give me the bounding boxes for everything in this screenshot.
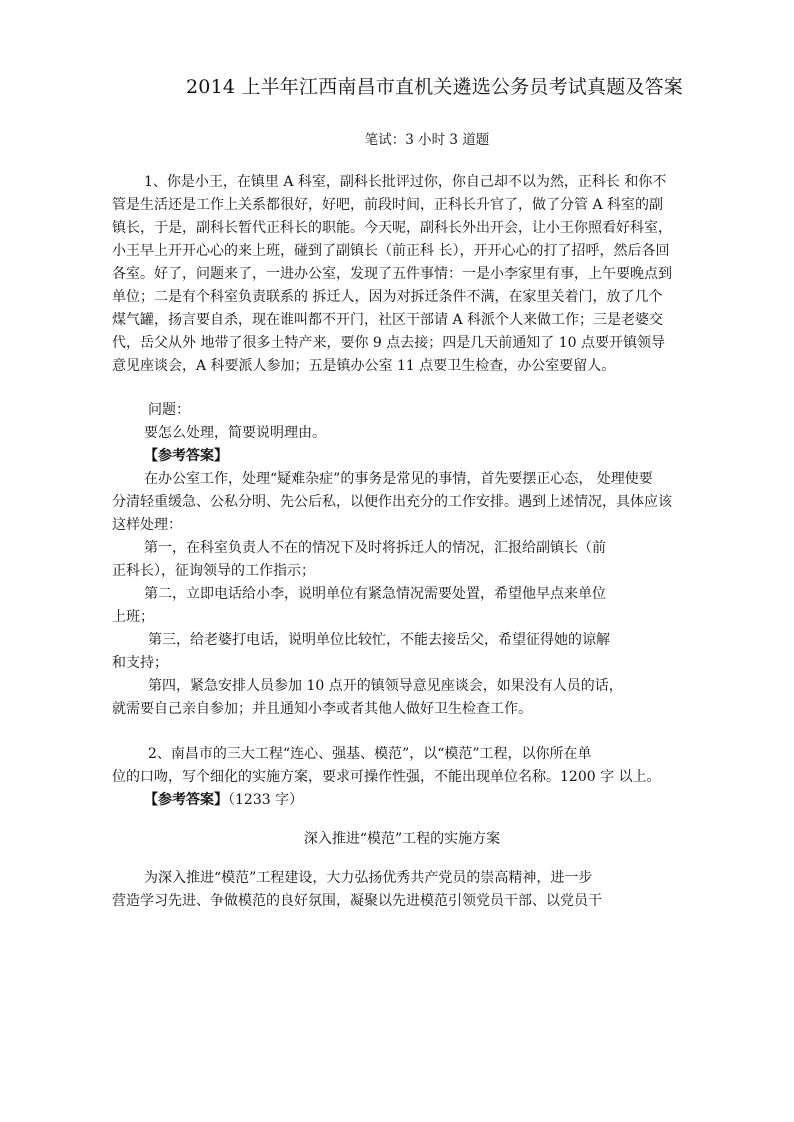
- q2-answer-row: [144, 790, 303, 810]
- answer-line: 分清轻重缓急、公私分明、先公后私，以便作出充分的工作安排。遇到上述情况，具体应该: [112, 494, 672, 510]
- document-title: 2014 上半年江西南昌市直机关遴选公务员考试真题及答案: [186, 76, 683, 98]
- answer-line: 第二，立即电话给小李，说明单位有紧急情况需要处置，希望他早点来单位: [144, 586, 606, 602]
- answer-label: 【参考答案】: [144, 792, 228, 808]
- exam-info: 笔试：3 小时 3 道题: [364, 132, 490, 148]
- answer-label: 【参考答案】: [144, 448, 228, 464]
- q2-line: 2、南昌市的三大工程“连心、强基、模范”，以“模范”工程，以你所在单: [148, 746, 592, 762]
- q1-line: 煤气罐，扬言要自杀，现在谁叫都不开门，社区干部请 A 科派个人来做工作；三是老婆交: [112, 312, 664, 328]
- essay-title: 深入推进“模范”工程的实施方案: [303, 831, 501, 847]
- answer-line: 第四，紧急安排人员参加 10 点开的镇领导意见座谈会，如果没有人员的话，: [148, 678, 623, 694]
- answer-line: 这样处理：: [112, 517, 182, 533]
- q1-line: 小王早上开开心心的来上班，碰到了副镇长（前正科 长），开开心心的打了招呼，然后各回: [112, 243, 670, 259]
- q1-line: 管是生活还是工作上关系都很好，好吧，前段时间，正科长升官了，做了分管 A 科室的副: [112, 197, 664, 213]
- answer-line: 第三，给老婆打电话，说明单位比较忙，不能去接岳父，希望征得她的谅解: [148, 632, 610, 648]
- answer-line: 上班；: [112, 609, 154, 625]
- word-count: （1233 字）: [228, 792, 304, 808]
- answer-line: 在办公室工作，处理“疑难杂症”的事务是常见的事情，首先要摆正心态， 处理使要: [144, 471, 653, 487]
- question-label: 问题：: [148, 402, 190, 418]
- essay-line: 营造学习先进、争做模范的良好氛围，凝聚以先进模范引领党员干部、以党员干: [112, 893, 602, 909]
- q2-line: 位的口吻，写个细化的实施方案，要求可操作性强，不能出现单位名称。1200 字 以上。: [112, 769, 661, 785]
- answer-line: 正科长），征询领导的工作指示；: [112, 563, 315, 579]
- q1-line: 镇长，于是，副科长暂代正科长的职能。今天呢，副科长外出开会，让小王你照看好科室，: [112, 220, 672, 236]
- q1-line: 单位；二是有个科室负责联系的 拆迁人，因为对拆迁条件不满，在家里关着门，放了几个: [112, 289, 663, 305]
- q1-line: 1、你是小王，在镇里 A 科室，副科长批评过你，你自己却不以为然，正科长 和你不: [144, 174, 667, 190]
- answer-line: 和支持；: [112, 655, 168, 671]
- q1-line: 各室。好了，问题来了，一进办公室，发现了五件事情：一是小李家里有事，上午要晚点到: [112, 266, 672, 282]
- answer-line: 就需要自己亲自参加；并且通知小李或者其他人做好卫生检查工作。: [112, 701, 532, 717]
- question-text: 要怎么处理，简要说明理由。: [144, 425, 326, 441]
- answer-line: 第一，在科室负责人不在的情况下及时将拆迁人的情况，汇报给副镇长（前: [144, 540, 606, 556]
- q1-line: 代，岳父从外 地带了很多土特产来，要你 9 点去接；四是几天前通知了 10 点要开镇领导: [112, 335, 665, 351]
- q1-line: 意见座谈会，A 科要派人参加；五是镇办公室 11 点要卫生检查，办公室要留人。: [112, 358, 616, 374]
- essay-line: 为深入推进“模范”工程建设，大力弘扬优秀共产党员的崇高精神，进一步: [144, 870, 593, 886]
